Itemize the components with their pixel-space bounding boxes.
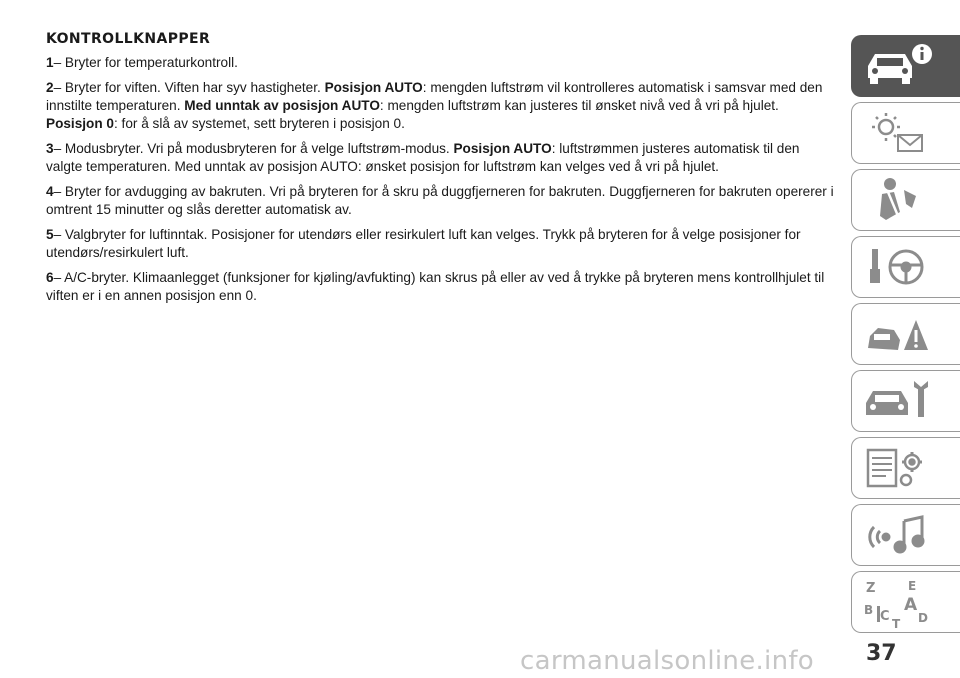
car-info-icon <box>860 40 936 92</box>
manual-content <box>46 30 836 312</box>
index-letter: B <box>864 603 874 617</box>
tab-emergency[interactable] <box>851 303 960 365</box>
list-item-6 <box>46 269 836 305</box>
item-number: 6 <box>46 270 54 285</box>
item-text: – A/C-bryter. Klimaanlegget (funksjoner for kjøling/avfukting) kan skrus på eller av ved å trykke på bryteren mens kontrollhjulet til viften er i en annen posisjon enn 0. <box>46 270 825 303</box>
emergency-crash-icon <box>860 308 936 360</box>
index-letter: A <box>904 595 918 615</box>
list-item-3 <box>46 140 836 176</box>
item-text: – Modusbryter. Vri på modusbryteren for å velge luftstrøm-modus. <box>53 141 454 156</box>
tab-multimedia[interactable] <box>851 504 960 566</box>
list-item-1 <box>46 54 836 72</box>
item-text: : luftstrømmen justeres automatisk til den valgte temperaturen. Med unntak av posisjon AUTO: ønsket posisjon for luftstrøm kan velges ved å vri på hjulet. <box>46 141 800 174</box>
item-number: 3 <box>46 141 54 156</box>
seatbelt-airbag-icon <box>860 174 936 226</box>
index-letter: E <box>908 579 917 593</box>
item-number: 2 <box>46 80 54 95</box>
item-text: : mengden luftstrøm vil kontrolleres automatisk i samsvar med den innstilte temperaturen. <box>46 80 823 113</box>
tab-index[interactable] <box>851 571 960 633</box>
multimedia-icon <box>860 509 936 561</box>
page-number: 37 <box>866 641 897 666</box>
item-text: – Bryter for avdugging av bakruten. Vri på bryteren for å skru på duggfjerneren for bakruten. Duggfjerneren for bakruten opererer i omtrent 15 minutter og slås deretter automatisk av. <box>46 184 834 217</box>
tab-car-info[interactable] <box>851 35 960 97</box>
list-item-2 <box>46 79 836 133</box>
tab-maintenance[interactable] <box>851 370 960 432</box>
tab-technical-data[interactable] <box>851 437 960 499</box>
item-text: – Bryter for viften. Viften har syv hastigheter. <box>53 80 325 95</box>
tab-warning-lights[interactable] <box>851 102 960 164</box>
item-bold-text: Med unntak av posisjon AUTO <box>184 98 380 113</box>
warning-lights-icon <box>860 107 936 159</box>
index-letter: T <box>892 617 901 628</box>
item-text: – Bryter for temperaturkontroll. <box>53 55 238 70</box>
item-text: : for å slå av systemet, sett bryteren i posisjon 0. <box>114 116 405 131</box>
item-number: 4 <box>46 184 54 199</box>
index-letter: D <box>918 611 928 625</box>
item-number: 1 <box>46 55 54 70</box>
item-bold-text: Posisjon AUTO <box>324 80 423 95</box>
index-letter: Z <box>866 581 876 596</box>
key-steering-wheel-icon <box>860 241 936 293</box>
item-bold-text: Posisjon 0 <box>46 116 114 131</box>
tab-safety[interactable] <box>851 169 960 231</box>
section-heading: KONTROLLKNAPPER <box>46 31 211 47</box>
item-number: 5 <box>46 227 54 242</box>
technical-data-icon <box>860 442 936 494</box>
tab-starting-driving[interactable] <box>851 236 960 298</box>
item-text: – Valgbryter for luftinntak. Posisjoner for utendørs eller resirkulert luft kan velges. Trykk på bryteren for å velge posisjoner for utendørs/resirkulert luft. <box>46 227 801 260</box>
car-maintenance-icon <box>860 375 936 427</box>
alphabetical-index-icon <box>860 576 936 628</box>
item-bold-text: Posisjon AUTO <box>453 141 552 156</box>
item-text: : mengden luftstrøm kan justeres til ønsket nivå ved å vri på hjulet. <box>379 98 779 113</box>
index-letter: C <box>880 609 890 624</box>
list-item-5 <box>46 226 836 262</box>
list-item-4 <box>46 183 836 219</box>
watermark: carmanualsonline.info <box>520 646 815 676</box>
